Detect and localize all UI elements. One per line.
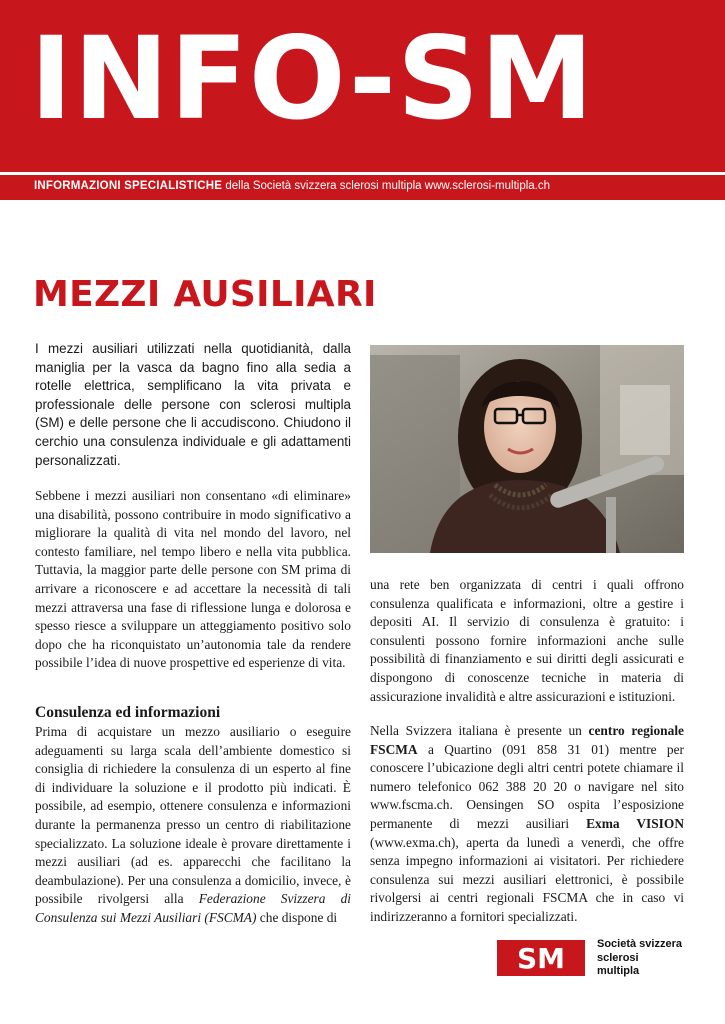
body-paragraph-2 [35,723,351,928]
logo-text: SM [516,942,566,975]
right-paragraph-1: una rete ben organizzata di centri i quali offrono consulenza qualificata e informazioni, oltre a gestire i depositi AI. Il servizio di consulenza è gratuito: i consulenti possono fornire informazioni anche sulle possibilità di finanziamento e sui diritti degli assicurati e dispongono di conoscenze tecniche in materia di assicurazione invalidità e altre assicurazioni e istituzioni. [370,577,684,704]
org-line-3: multipla [597,965,640,977]
body-paragraph-1: Sebbene i mezzi ausiliari non consentano «di eliminare» una disabilità, possono contribuire in modo significativo a migliorare la qualità di vita nel mondo del lavoro, nel contesto familiare, nel tempo libero e nella vita pubblica. Tuttavia, la maggior parte delle persone con SM prima di arrivare a riconoscere e ad accettare la necessità di tali mezzi attraversa una fase di riflessione lunga e dolorosa e spesso riesce a sviluppare un atteggiamento positivo solo dopo che ha riconquistato un’autonomia tale da rendere possibile l’idea di nuove prospettive ed esperienze di vita. [35,488,351,671]
r2-bold-1: centro regionale FSCMA [370,723,684,757]
masthead-subtitle-bar [0,175,725,200]
lead-paragraph: I mezzi ausiliari utilizzati nella quotidianità, dalla maniglia per la vasca da bagno fino alla sedia a rotelle elettrica, semplificano la vita privata e professionale delle persone con sclerosi multipla (SM) e delle persone che li accudiscono. Chiudono il cerchio una consulenza individuale e gli adattamenti personalizzati. [35,341,351,468]
subtitle-bold: INFORMAZIONI SPECIALISTICHE [34,180,223,192]
r2-text-c: (www.exma.ch), aperta da lunedì a venerdì, che offre senza impegno informazioni ai visitatori. Per richiedere consulenza sui mezzi ausiliari elettronici, è possibile rivolgersi ai centri regionali FSCMA che in caso vi indirizzeranno a fornitori specializzati. [370,834,684,924]
masthead-subtitle [34,180,550,192]
right-paragraph-2 [370,722,684,927]
photo-illustration [370,345,684,553]
article-headline: MEZZI AUSILIARI [33,274,377,315]
organization-name [597,938,707,979]
p2-italic: Federazione Svizzera di Consulenza sui Mezzi Ausiliari (FSCMA) [35,891,351,925]
section-heading: Consulenza ed informazioni [35,704,221,721]
r2-bold-2: Exma VISION [586,815,684,831]
subtitle-rest: della Società svizzera sclerosi multipla www.sclerosi-multipla.ch [225,180,551,192]
sm-logo [497,940,585,976]
p2-text-a: Prima di acquistare un mezzo ausiliario o eseguire adeguamenti su larga scala dell’ambiente domestico si consiglia di richiedere la consulenza di un esperto al fine di individuare la soluzione e il prodotto più indicati. È possibile, ad esempio, ottenere consulenza e informazioni durante la permanenza presso un centro di riabilitazione specializzato. La soluzione ideale è provare direttamente i mezzi ausiliari (ad es. apparecchi che facilitano la deambulazione). Per una consulenza a domicilio, invece, è possibile rivolgersi alla [35,724,351,907]
masthead [0,0,725,172]
masthead-title: INFO-SM [30,12,595,145]
photo-woman-with-crutch [370,345,684,553]
org-line-1: Società svizzera [597,938,682,950]
r2-text-b: a Quartino (091 858 31 01) mentre per conoscere l’ubicazione degli altri centri potete chiamare il numero telefonico 062 388 20 20 o navigare nel sito www.fscma.ch. Oensingen SO ospita l’esposizione permanente di mezzi ausiliari [370,741,684,831]
org-line-2: sclerosi [597,951,639,964]
p2-text-b: che dispone di [256,909,338,925]
r2-text-a: Nella Svizzera italiana è presente un [370,723,589,738]
